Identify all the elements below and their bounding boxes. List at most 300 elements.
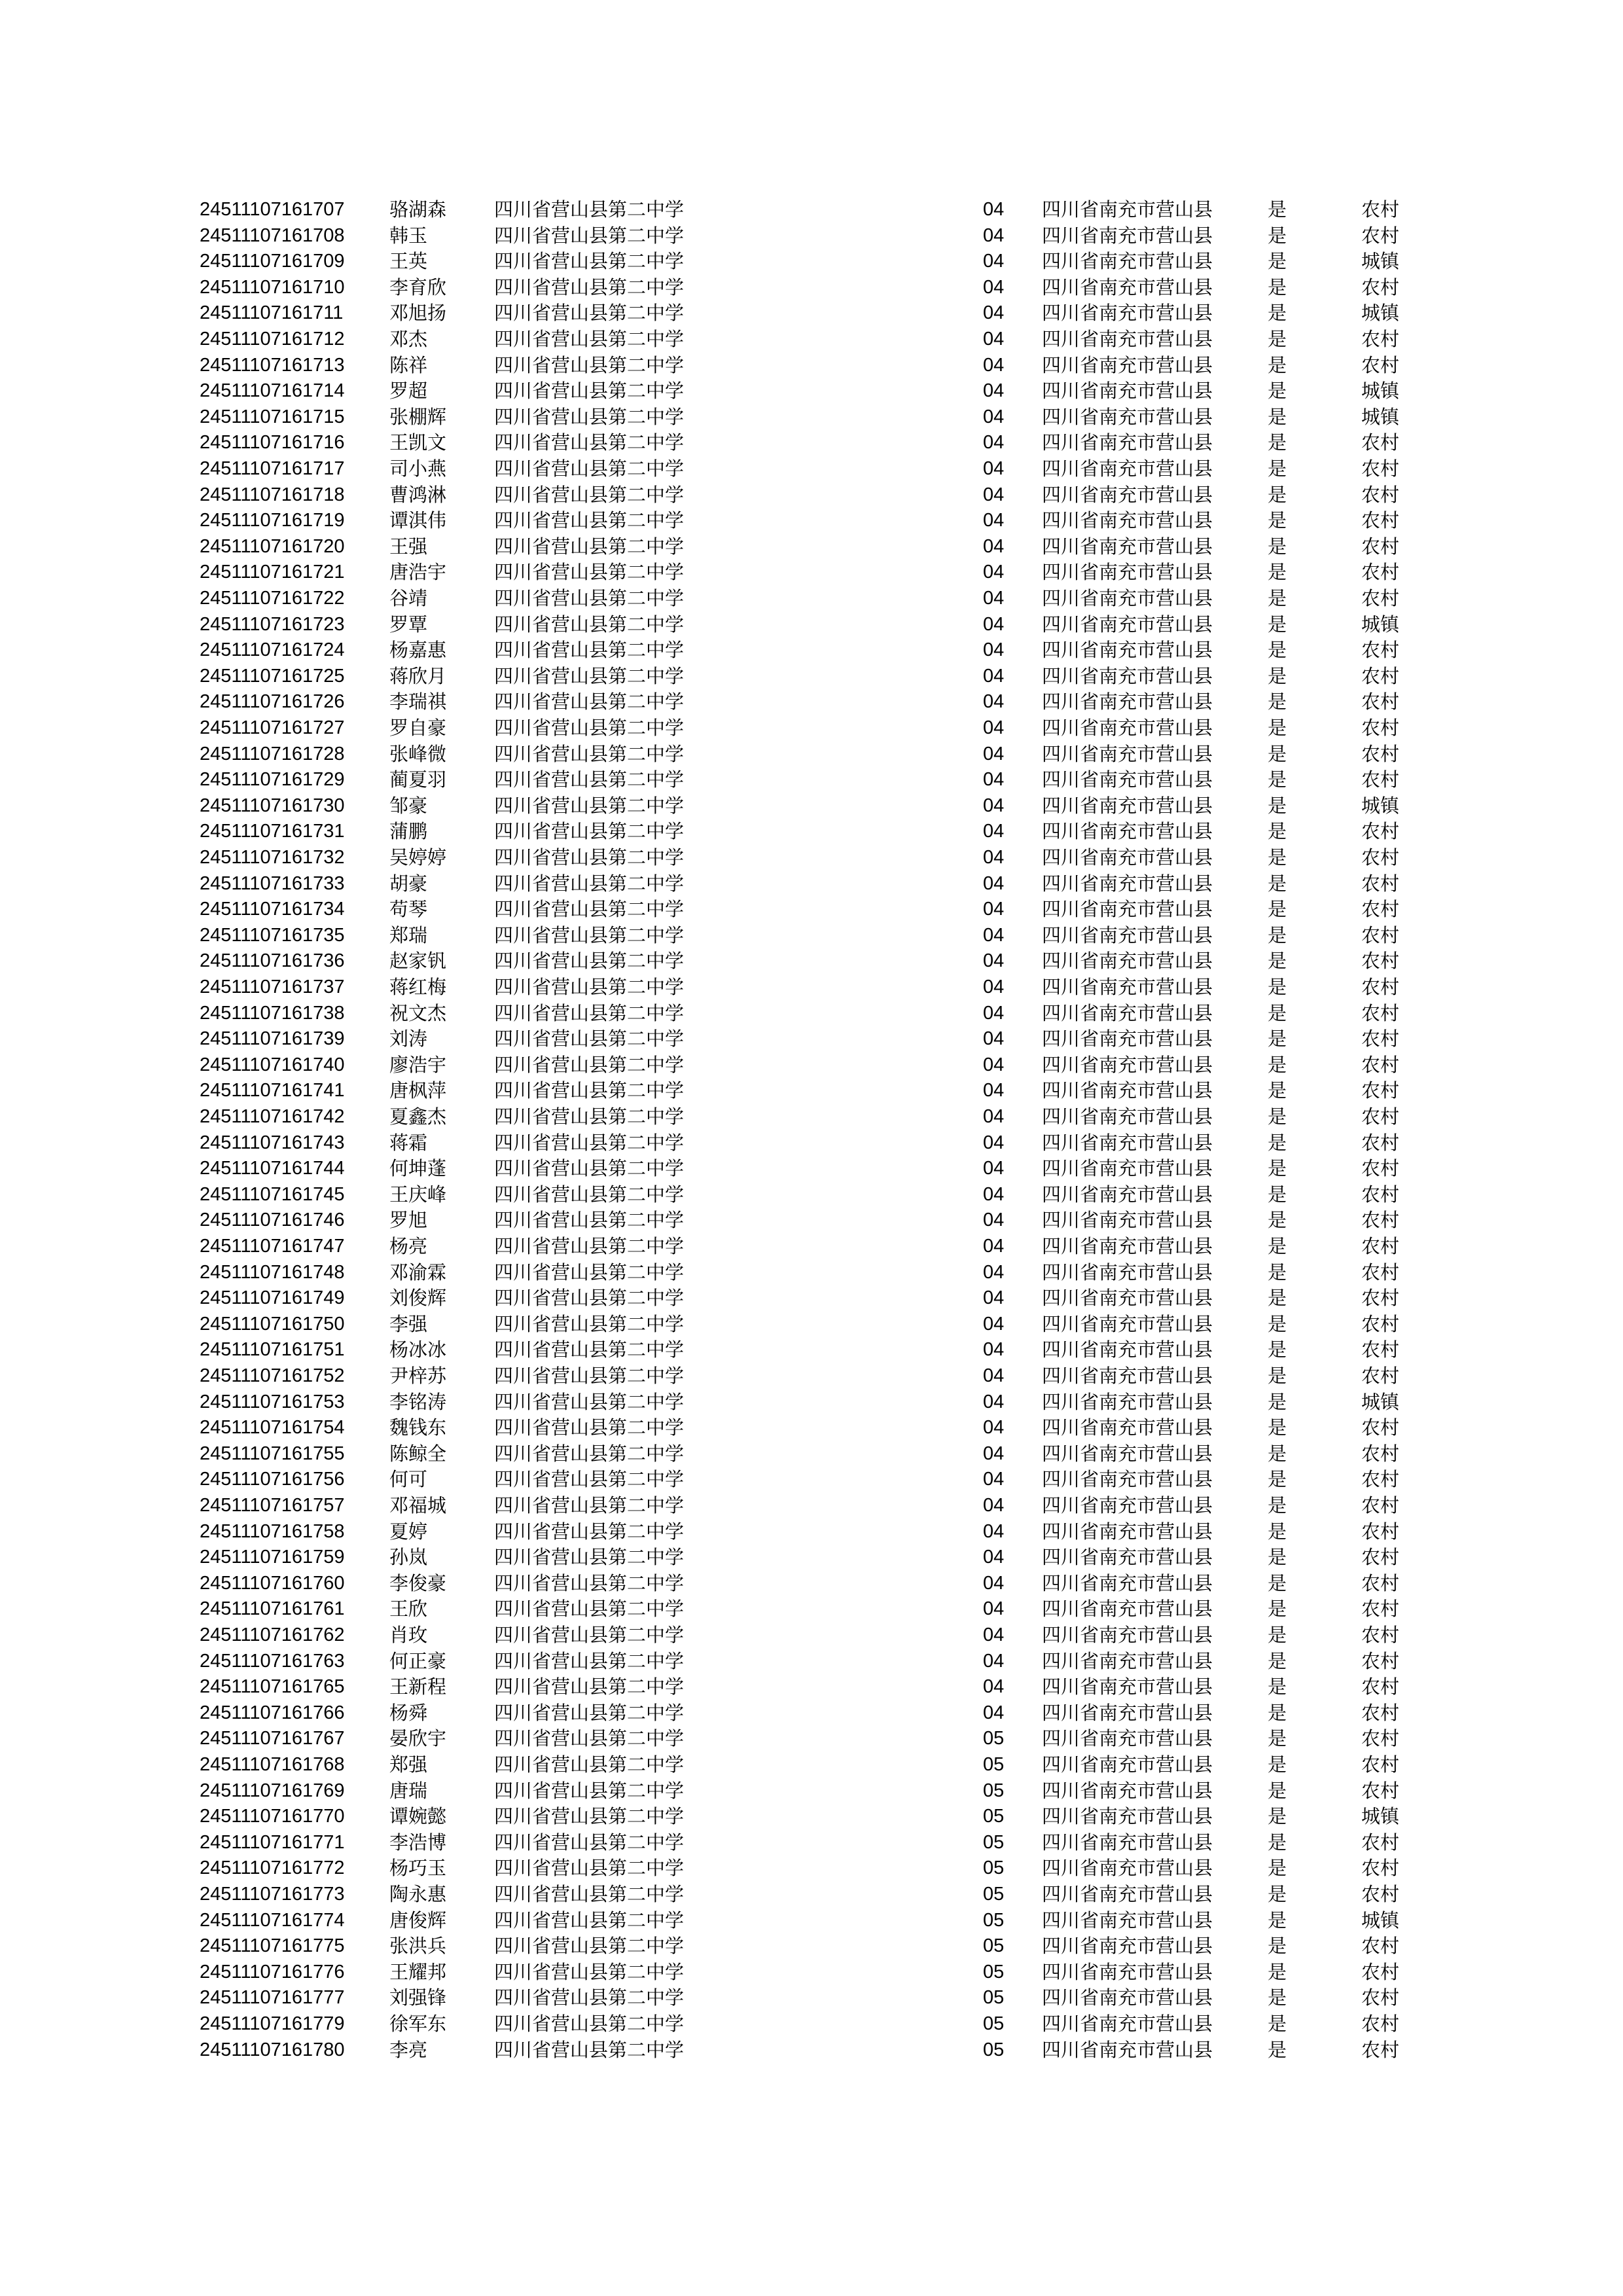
school-name: 四川省营山县第二中学 bbox=[494, 794, 685, 817]
school-name: 四川省营山县第二中学 bbox=[494, 431, 685, 454]
eligibility-flag: 是 bbox=[1268, 1753, 1287, 1776]
school-name: 四川省营山县第二中学 bbox=[494, 1831, 685, 1854]
residence-address: 四川省南充市营山县 bbox=[1042, 1131, 1213, 1154]
eligibility-flag: 是 bbox=[1268, 1909, 1287, 1931]
candidate-id: 24511107161754 bbox=[200, 1417, 345, 1439]
residence-address: 四川省南充市营山县 bbox=[1042, 1753, 1213, 1776]
school-name: 四川省营山县第二中学 bbox=[494, 1546, 685, 1569]
residence-address: 四川省南充市营山县 bbox=[1042, 2038, 1213, 2061]
candidate-id: 24511107161709 bbox=[200, 251, 345, 272]
household-type: 农村 bbox=[1361, 872, 1400, 895]
student-name: 夏婷 bbox=[389, 1520, 428, 1543]
category-code: 04 bbox=[983, 1469, 1005, 1490]
school-name: 四川省营山县第二中学 bbox=[494, 1312, 685, 1335]
table-row bbox=[0, 1130, 1623, 1156]
school-name: 四川省营山县第二中学 bbox=[494, 1287, 685, 1310]
table-row bbox=[0, 429, 1623, 456]
candidate-id: 24511107161742 bbox=[200, 1106, 345, 1127]
school-name: 四川省营山县第二中学 bbox=[494, 1727, 685, 1750]
residence-address: 四川省南充市营山县 bbox=[1042, 1598, 1213, 1621]
category-code: 04 bbox=[983, 406, 1005, 427]
student-name: 刘强锋 bbox=[389, 1986, 447, 2009]
household-type: 农村 bbox=[1361, 1053, 1400, 1076]
student-name: 杨舜 bbox=[389, 1701, 428, 1724]
category-code: 04 bbox=[983, 924, 1005, 946]
eligibility-flag: 是 bbox=[1268, 1131, 1287, 1154]
table-row bbox=[0, 482, 1623, 508]
eligibility-flag: 是 bbox=[1268, 950, 1287, 973]
eligibility-flag: 是 bbox=[1268, 976, 1287, 998]
household-type: 城镇 bbox=[1361, 302, 1400, 325]
category-code: 04 bbox=[983, 484, 1005, 505]
candidate-id: 24511107161766 bbox=[200, 1702, 345, 1723]
eligibility-flag: 是 bbox=[1268, 198, 1287, 221]
household-type: 农村 bbox=[1361, 1287, 1400, 1310]
student-name: 王英 bbox=[389, 250, 428, 273]
candidate-id: 24511107161768 bbox=[200, 1754, 345, 1775]
residence-address: 四川省南充市营山县 bbox=[1042, 664, 1213, 687]
student-name: 罗旭 bbox=[389, 1209, 428, 1232]
student-name: 肖玫 bbox=[389, 1624, 428, 1646]
candidate-id: 24511107161743 bbox=[200, 1132, 345, 1153]
household-type: 农村 bbox=[1361, 1183, 1400, 1206]
school-name: 四川省营山县第二中学 bbox=[494, 898, 685, 921]
household-type: 农村 bbox=[1361, 1676, 1400, 1698]
category-code: 04 bbox=[983, 458, 1005, 479]
category-code: 04 bbox=[983, 1520, 1005, 1542]
student-name: 刘涛 bbox=[389, 1028, 428, 1050]
category-code: 04 bbox=[983, 302, 1005, 324]
household-type: 农村 bbox=[1361, 1338, 1400, 1361]
student-name: 夏鑫杰 bbox=[389, 1105, 447, 1128]
candidate-id: 24511107161731 bbox=[200, 821, 345, 842]
household-type: 农村 bbox=[1361, 457, 1400, 480]
category-code: 04 bbox=[983, 613, 1005, 635]
candidate-id: 24511107161779 bbox=[200, 2013, 345, 2034]
table-row bbox=[0, 1648, 1623, 1674]
residence-address: 四川省南充市营山县 bbox=[1042, 1079, 1213, 1102]
eligibility-flag: 是 bbox=[1268, 742, 1287, 765]
residence-address: 四川省南充市营山县 bbox=[1042, 1053, 1213, 1076]
table-row bbox=[0, 274, 1623, 300]
student-name: 罗自豪 bbox=[389, 717, 447, 739]
household-type: 农村 bbox=[1361, 561, 1400, 584]
household-type: 农村 bbox=[1361, 431, 1400, 454]
household-type: 农村 bbox=[1361, 1831, 1400, 1854]
candidate-id: 24511107161770 bbox=[200, 1806, 345, 1827]
candidate-id: 24511107161726 bbox=[200, 691, 345, 713]
candidate-id: 24511107161763 bbox=[200, 1650, 345, 1672]
residence-address: 四川省南充市营山县 bbox=[1042, 1909, 1213, 1931]
student-name: 郑强 bbox=[389, 1753, 428, 1776]
table-row bbox=[0, 896, 1623, 922]
table-row bbox=[0, 1466, 1623, 1492]
category-code: 04 bbox=[983, 1365, 1005, 1386]
school-name: 四川省营山县第二中学 bbox=[494, 587, 685, 609]
student-name: 杨巧玉 bbox=[389, 1857, 447, 1880]
residence-address: 四川省南充市营山县 bbox=[1042, 276, 1213, 298]
table-row bbox=[0, 766, 1623, 793]
table-row bbox=[0, 1596, 1623, 1622]
school-name: 四川省营山县第二中学 bbox=[494, 1960, 685, 1983]
student-name: 陶永惠 bbox=[389, 1883, 447, 1905]
category-code: 05 bbox=[983, 2039, 1005, 2060]
household-type: 农村 bbox=[1361, 1209, 1400, 1232]
school-name: 四川省营山县第二中学 bbox=[494, 1701, 685, 1724]
eligibility-flag: 是 bbox=[1268, 1986, 1287, 2009]
household-type: 农村 bbox=[1361, 976, 1400, 998]
eligibility-flag: 是 bbox=[1268, 1960, 1287, 1983]
residence-address: 四川省南充市营山县 bbox=[1042, 1209, 1213, 1232]
household-type: 农村 bbox=[1361, 1365, 1400, 1387]
eligibility-flag: 是 bbox=[1268, 1338, 1287, 1361]
eligibility-flag: 是 bbox=[1268, 1857, 1287, 1880]
student-name: 韩玉 bbox=[389, 224, 428, 247]
household-type: 农村 bbox=[1361, 1494, 1400, 1516]
school-name: 四川省营山县第二中学 bbox=[494, 1883, 685, 1905]
eligibility-flag: 是 bbox=[1268, 561, 1287, 584]
eligibility-flag: 是 bbox=[1268, 1105, 1287, 1128]
residence-address: 四川省南充市营山县 bbox=[1042, 1261, 1213, 1283]
residence-address: 四川省南充市营山县 bbox=[1042, 950, 1213, 973]
student-name: 李铭涛 bbox=[389, 1390, 447, 1413]
category-code: 04 bbox=[983, 380, 1005, 402]
student-name: 李浩博 bbox=[389, 1831, 447, 1854]
category-code: 04 bbox=[983, 199, 1005, 220]
student-name: 胡豪 bbox=[389, 872, 428, 895]
student-name: 邓旭扬 bbox=[389, 302, 447, 325]
school-name: 四川省营山县第二中学 bbox=[494, 1571, 685, 1594]
residence-address: 四川省南充市营山县 bbox=[1042, 613, 1213, 636]
household-type: 农村 bbox=[1361, 1753, 1400, 1776]
residence-address: 四川省南充市营山县 bbox=[1042, 924, 1213, 946]
residence-address: 四川省南充市营山县 bbox=[1042, 1727, 1213, 1750]
household-type: 农村 bbox=[1361, 276, 1400, 298]
table-row bbox=[0, 456, 1623, 482]
candidate-id: 24511107161715 bbox=[200, 406, 345, 427]
candidate-id: 24511107161739 bbox=[200, 1028, 345, 1050]
student-name: 王耀邦 bbox=[389, 1960, 447, 1983]
student-name: 杨冰冰 bbox=[389, 1338, 447, 1361]
candidate-id: 24511107161718 bbox=[200, 484, 345, 505]
residence-address: 四川省南充市营山县 bbox=[1042, 224, 1213, 247]
school-name: 四川省营山县第二中学 bbox=[494, 1494, 685, 1516]
table-row bbox=[0, 1725, 1623, 1751]
table-row bbox=[0, 1155, 1623, 1181]
student-name: 邹豪 bbox=[389, 794, 428, 817]
eligibility-flag: 是 bbox=[1268, 1883, 1287, 1905]
residence-address: 四川省南充市营山县 bbox=[1042, 1701, 1213, 1724]
category-code: 04 bbox=[983, 432, 1005, 454]
household-type: 农村 bbox=[1361, 1960, 1400, 1983]
student-name: 蒋红梅 bbox=[389, 976, 447, 998]
student-name: 廖浩宇 bbox=[389, 1053, 447, 1076]
household-type: 农村 bbox=[1361, 1779, 1400, 1802]
table-row bbox=[0, 1363, 1623, 1389]
household-type: 农村 bbox=[1361, 639, 1400, 662]
category-code: 04 bbox=[983, 769, 1005, 791]
candidate-id: 24511107161762 bbox=[200, 1624, 345, 1645]
residence-address: 四川省南充市营山县 bbox=[1042, 1312, 1213, 1335]
candidate-id: 24511107161750 bbox=[200, 1313, 345, 1335]
residence-address: 四川省南充市营山县 bbox=[1042, 405, 1213, 428]
category-code: 04 bbox=[983, 276, 1005, 298]
eligibility-flag: 是 bbox=[1268, 846, 1287, 869]
category-code: 04 bbox=[983, 1339, 1005, 1361]
table-row bbox=[0, 300, 1623, 326]
table-row bbox=[0, 1000, 1623, 1026]
household-type: 城镇 bbox=[1361, 794, 1400, 817]
household-type: 农村 bbox=[1361, 717, 1400, 739]
school-name: 四川省营山县第二中学 bbox=[494, 691, 685, 713]
household-type: 城镇 bbox=[1361, 250, 1400, 273]
household-type: 农村 bbox=[1361, 1079, 1400, 1102]
category-code: 04 bbox=[983, 899, 1005, 920]
table-row bbox=[0, 689, 1623, 715]
student-name: 李瑞祺 bbox=[389, 691, 447, 713]
table-row bbox=[0, 1414, 1623, 1441]
student-name: 陈鲸全 bbox=[389, 1442, 447, 1465]
table-row bbox=[0, 2011, 1623, 2037]
school-name: 四川省营山县第二中学 bbox=[494, 1857, 685, 1880]
category-code: 04 bbox=[983, 665, 1005, 687]
table-row bbox=[0, 378, 1623, 404]
category-code: 05 bbox=[983, 1728, 1005, 1749]
candidate-id: 24511107161714 bbox=[200, 380, 345, 402]
candidate-id: 24511107161775 bbox=[200, 1935, 345, 1957]
student-name: 刘俊辉 bbox=[389, 1287, 447, 1310]
table-row bbox=[0, 1778, 1623, 1804]
eligibility-flag: 是 bbox=[1268, 1546, 1287, 1569]
category-code: 04 bbox=[983, 588, 1005, 609]
household-type: 农村 bbox=[1361, 1624, 1400, 1646]
household-type: 农村 bbox=[1361, 1520, 1400, 1543]
category-code: 04 bbox=[983, 1650, 1005, 1672]
household-type: 农村 bbox=[1361, 1235, 1400, 1257]
candidate-id: 24511107161741 bbox=[200, 1080, 345, 1102]
candidate-id: 24511107161767 bbox=[200, 1728, 345, 1749]
table-row bbox=[0, 922, 1623, 948]
household-type: 农村 bbox=[1361, 924, 1400, 946]
household-type: 农村 bbox=[1361, 1571, 1400, 1594]
student-name: 邓渝霖 bbox=[389, 1261, 447, 1283]
household-type: 农村 bbox=[1361, 742, 1400, 765]
eligibility-flag: 是 bbox=[1268, 1390, 1287, 1413]
eligibility-flag: 是 bbox=[1268, 1053, 1287, 1076]
student-name: 蒲鹏 bbox=[389, 820, 428, 843]
category-code: 04 bbox=[983, 795, 1005, 816]
eligibility-flag: 是 bbox=[1268, 664, 1287, 687]
category-code: 05 bbox=[983, 1909, 1005, 1931]
school-name: 四川省营山县第二中学 bbox=[494, 1079, 685, 1102]
candidate-id: 24511107161738 bbox=[200, 1002, 345, 1024]
student-name: 赵家钒 bbox=[389, 950, 447, 973]
school-name: 四川省营山县第二中学 bbox=[494, 1442, 685, 1465]
table-row bbox=[0, 818, 1623, 844]
household-type: 城镇 bbox=[1361, 380, 1400, 403]
eligibility-flag: 是 bbox=[1268, 587, 1287, 609]
category-code: 04 bbox=[983, 1236, 1005, 1257]
category-code: 04 bbox=[983, 224, 1005, 246]
school-name: 四川省营山县第二中学 bbox=[494, 846, 685, 869]
household-type: 农村 bbox=[1361, 1935, 1400, 1958]
eligibility-flag: 是 bbox=[1268, 535, 1287, 558]
candidate-id: 24511107161773 bbox=[200, 1884, 345, 1905]
eligibility-flag: 是 bbox=[1268, 353, 1287, 376]
category-code: 04 bbox=[983, 1054, 1005, 1075]
residence-address: 四川省南充市营山县 bbox=[1042, 1857, 1213, 1880]
school-name: 四川省营山县第二中学 bbox=[494, 1468, 685, 1491]
eligibility-flag: 是 bbox=[1268, 1416, 1287, 1439]
school-name: 四川省营山县第二中学 bbox=[494, 1209, 685, 1232]
candidate-id: 24511107161752 bbox=[200, 1365, 345, 1386]
household-type: 农村 bbox=[1361, 1727, 1400, 1750]
candidate-id: 24511107161721 bbox=[200, 562, 345, 583]
household-type: 农村 bbox=[1361, 509, 1400, 532]
school-name: 四川省营山县第二中学 bbox=[494, 1365, 685, 1387]
eligibility-flag: 是 bbox=[1268, 1028, 1287, 1050]
school-name: 四川省营山县第二中学 bbox=[494, 1235, 685, 1257]
table-row bbox=[0, 663, 1623, 689]
table-row bbox=[0, 1233, 1623, 1259]
table-row bbox=[0, 1855, 1623, 1881]
household-type: 城镇 bbox=[1361, 1390, 1400, 1413]
school-name: 四川省营山县第二中学 bbox=[494, 639, 685, 662]
candidate-id: 24511107161780 bbox=[200, 2039, 345, 2060]
student-name: 张洪兵 bbox=[389, 1935, 447, 1958]
table-row bbox=[0, 196, 1623, 223]
student-name: 张峰微 bbox=[389, 742, 447, 765]
eligibility-flag: 是 bbox=[1268, 1831, 1287, 1854]
school-name: 四川省营山县第二中学 bbox=[494, 1805, 685, 1828]
category-code: 04 bbox=[983, 1261, 1005, 1283]
school-name: 四川省营山县第二中学 bbox=[494, 664, 685, 687]
student-name: 晏欣宇 bbox=[389, 1727, 447, 1750]
school-name: 四川省营山县第二中学 bbox=[494, 198, 685, 221]
residence-address: 四川省南充市营山县 bbox=[1042, 1986, 1213, 2009]
candidate-id: 24511107161730 bbox=[200, 795, 345, 816]
candidate-id: 24511107161723 bbox=[200, 613, 345, 635]
school-name: 四川省营山县第二中学 bbox=[494, 1028, 685, 1050]
category-code: 04 bbox=[983, 1210, 1005, 1231]
residence-address: 四川省南充市营山县 bbox=[1042, 872, 1213, 895]
eligibility-flag: 是 bbox=[1268, 2013, 1287, 2035]
eligibility-flag: 是 bbox=[1268, 768, 1287, 791]
category-code: 04 bbox=[983, 691, 1005, 713]
category-code: 04 bbox=[983, 1598, 1005, 1620]
table-row bbox=[0, 2037, 1623, 2063]
eligibility-flag: 是 bbox=[1268, 691, 1287, 713]
candidate-id: 24511107161771 bbox=[200, 1831, 345, 1853]
student-name: 曹鸿淋 bbox=[389, 483, 447, 506]
student-name: 邓杰 bbox=[389, 328, 428, 350]
eligibility-flag: 是 bbox=[1268, 431, 1287, 454]
eligibility-flag: 是 bbox=[1268, 1805, 1287, 1828]
school-name: 四川省营山县第二中学 bbox=[494, 380, 685, 403]
table-row bbox=[0, 1103, 1623, 1130]
table-row bbox=[0, 1026, 1623, 1052]
student-name: 邓福城 bbox=[389, 1494, 447, 1516]
school-name: 四川省营山县第二中学 bbox=[494, 1416, 685, 1439]
table-row bbox=[0, 1311, 1623, 1337]
residence-address: 四川省南充市营山县 bbox=[1042, 587, 1213, 609]
eligibility-flag: 是 bbox=[1268, 380, 1287, 403]
household-type: 农村 bbox=[1361, 1598, 1400, 1621]
candidate-id: 24511107161777 bbox=[200, 1987, 345, 2009]
residence-address: 四川省南充市营山县 bbox=[1042, 1390, 1213, 1413]
household-type: 农村 bbox=[1361, 353, 1400, 376]
student-name: 李亮 bbox=[389, 2038, 428, 2061]
candidate-id: 24511107161753 bbox=[200, 1391, 345, 1412]
residence-address: 四川省南充市营山县 bbox=[1042, 794, 1213, 817]
household-type: 农村 bbox=[1361, 950, 1400, 973]
category-code: 04 bbox=[983, 1313, 1005, 1335]
category-code: 05 bbox=[983, 1857, 1005, 1879]
residence-address: 四川省南充市营山县 bbox=[1042, 535, 1213, 558]
household-type: 农村 bbox=[1361, 1649, 1400, 1672]
eligibility-flag: 是 bbox=[1268, 1079, 1287, 1102]
household-type: 农村 bbox=[1361, 1261, 1400, 1283]
school-name: 四川省营山县第二中学 bbox=[494, 250, 685, 273]
table-row bbox=[0, 1389, 1623, 1415]
school-name: 四川省营山县第二中学 bbox=[494, 820, 685, 843]
household-type: 城镇 bbox=[1361, 1805, 1400, 1828]
table-row bbox=[0, 507, 1623, 533]
table-row bbox=[0, 1622, 1623, 1648]
eligibility-flag: 是 bbox=[1268, 898, 1287, 921]
category-code: 04 bbox=[983, 847, 1005, 868]
school-name: 四川省营山县第二中学 bbox=[494, 328, 685, 350]
residence-address: 四川省南充市营山县 bbox=[1042, 353, 1213, 376]
eligibility-flag: 是 bbox=[1268, 2038, 1287, 2061]
candidate-id: 24511107161749 bbox=[200, 1287, 345, 1309]
table-row bbox=[0, 844, 1623, 870]
residence-address: 四川省南充市营山县 bbox=[1042, 639, 1213, 662]
student-name: 苟琴 bbox=[389, 898, 428, 921]
household-type: 农村 bbox=[1361, 1312, 1400, 1335]
candidate-id: 24511107161711 bbox=[200, 302, 344, 324]
table-row bbox=[0, 1570, 1623, 1596]
eligibility-flag: 是 bbox=[1268, 1935, 1287, 1958]
student-name: 唐俊辉 bbox=[389, 1909, 447, 1931]
school-name: 四川省营山县第二中学 bbox=[494, 353, 685, 376]
residence-address: 四川省南充市营山县 bbox=[1042, 509, 1213, 532]
student-name: 王新程 bbox=[389, 1676, 447, 1698]
household-type: 城镇 bbox=[1361, 405, 1400, 428]
candidate-id: 24511107161735 bbox=[200, 924, 345, 946]
table-row bbox=[0, 1544, 1623, 1570]
residence-address: 四川省南充市营山县 bbox=[1042, 1546, 1213, 1569]
eligibility-flag: 是 bbox=[1268, 1649, 1287, 1672]
table-row bbox=[0, 1933, 1623, 1959]
school-name: 四川省营山县第二中学 bbox=[494, 1598, 685, 1621]
household-type: 农村 bbox=[1361, 483, 1400, 506]
category-code: 05 bbox=[983, 1780, 1005, 1801]
category-code: 04 bbox=[983, 251, 1005, 272]
household-type: 农村 bbox=[1361, 1105, 1400, 1128]
residence-address: 四川省南充市营山县 bbox=[1042, 380, 1213, 403]
candidate-id: 24511107161756 bbox=[200, 1469, 345, 1490]
school-name: 四川省营山县第二中学 bbox=[494, 276, 685, 298]
eligibility-flag: 是 bbox=[1268, 1442, 1287, 1465]
household-type: 农村 bbox=[1361, 664, 1400, 687]
table-row bbox=[0, 974, 1623, 1000]
household-type: 农村 bbox=[1361, 2013, 1400, 2035]
household-type: 城镇 bbox=[1361, 1909, 1400, 1931]
residence-address: 四川省南充市营山县 bbox=[1042, 483, 1213, 506]
school-name: 四川省营山县第二中学 bbox=[494, 924, 685, 946]
student-name: 蒋霜 bbox=[389, 1131, 428, 1154]
